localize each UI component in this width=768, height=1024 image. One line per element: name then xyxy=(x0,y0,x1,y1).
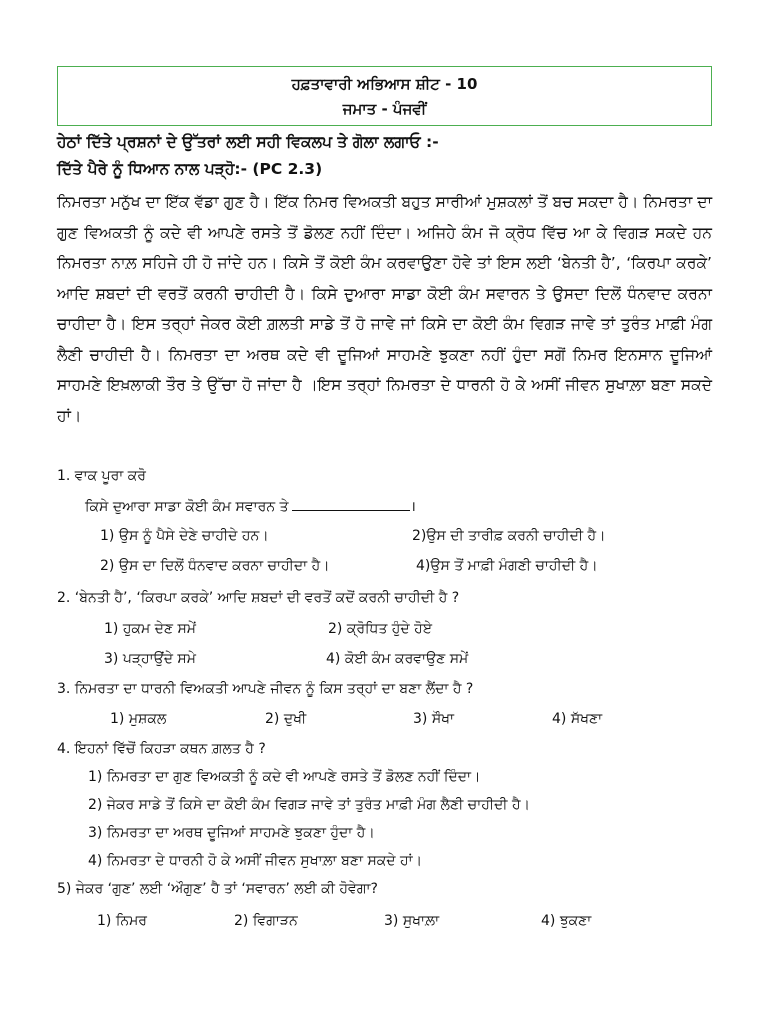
question-1-option-1[interactable]: 1) ਉਸ ਨੂੰ ਪੈਸੇ ਦੇਣੇ ਚਾਹੀਦੇ ਹਨ। xyxy=(100,528,269,544)
question-4-option-1[interactable]: 1) ਨਿਮਰਤਾ ਦਾ ਗੁਣ ਵਿਅਕਤੀ ਨੂੰ ਕਦੇ ਵੀ ਆਪਣੇ ਰਸਤੇ ਤੋਂ ਡੋਲਣ ਨਹੀਂ ਦਿੰਦਾ। xyxy=(88,769,481,785)
question-2-option-4[interactable]: 4) ਕੋਈ ਕੰਮ ਕਰਵਾਉਣ ਸਮੇਂ xyxy=(326,651,469,667)
question-3-option-4[interactable]: 4) ਸੱਖਣਾ xyxy=(552,711,603,727)
question-3-title: 3. ਨਿਮਰਤਾ ਦਾ ਧਾਰਨੀ ਵਿਅਕਤੀ ਆਪਣੇ ਜੀਵਨ ਨੂੰ ਕਿਸ ਤਰ੍ਹਾਂ ਦਾ ਬਣਾ ਲੈਂਦਾ ਹੈ ? xyxy=(57,681,474,697)
question-5-option-3[interactable]: 3) ਸੁਖਾਲ਼ਾ xyxy=(384,913,440,929)
question-2-option-2[interactable]: 2) ਕ੍ਰੋਧਿਤ ਹੁੰਦੇ ਹੋਏ xyxy=(328,621,433,637)
question-3-option-1[interactable]: 1) ਮੁਸ਼ਕਲ xyxy=(110,711,167,727)
question-3-option-2[interactable]: 2) ਦੁਖੀ xyxy=(265,711,307,727)
question-2-option-3[interactable]: 3) ਪੜ੍ਹਾਉਂਦੇ ਸਮੇ xyxy=(104,651,196,667)
passage-text: ਨਿਮਰਤਾ ਮਨੁੱਖ ਦਾ ਇੱਕ ਵੱਡਾ ਗੁਣ ਹੈ। ਇੱਕ ਨਿਮਰ ਵਿਅਕਤੀ ਬਹੁਤ ਸਾਰੀਆਂ ਮੁਸ਼ਕਲਾਂ ਤੋਂ ਬਚ ਸਕਦਾ ਹੈ। ਨਿਮਰਤਾ ਦਾ ਗੁਣ ਵਿਅਕਤੀ ਨੂੰ ਕਦੇ ਵੀ ਆਪਣੇ ਰਸਤੇ ਤੋਂ ਡੋਲਣ ਨਹੀਂ ਦਿੰਦਾ। ਅਜਿਹੇ ਕੰਮ ਜੋ ਕ੍ਰੋਧ ਵਿੱਚ ਆ ਕੇ ਵਿਗੜ ਸਕਦੇ ਹਨ ਨਿਮਰਤਾ ਨਾਲ਼ ਸਹਿਜੇ ਹੀ ਹੋ ਜਾਂਦੇ ਹਨ। ਕਿਸੇ ਤੋਂ ਕੋਈ ਕੰਮ ਕਰਵਾਉਣਾ ਹੋਵੇ ਤਾਂ ਇਸ ਲਈ ‘ਬੇਨਤੀ ਹੈ’, ‘ਕਿਰਪਾ ਕਰਕੇ’ ਆਦਿ ਸ਼ਬਦਾਂ ਦੀ ਵਰਤੋਂ ਕਰਨੀ ਚਾਹੀਦੀ ਹੈ। ਕਿਸੇ ਦੁਆਰਾ ਸਾਡਾ ਕੋਈ ਕੰਮ ਸਵਾਰਨ ਤੇ ਉਸਦਾ ਦਿਲੋਂ ਧੰਨਵਾਦ ਕਰਨਾ ਚਾਹੀਦਾ ਹੈ। ਇਸ ਤਰ੍ਹਾਂ ਜੇਕਰ ਕੋਈ ਗ਼ਲਤੀ ਸਾਡੇ ਤੋਂ ਹੋ ਜਾਵੇ ਜਾਂ ਕਿਸੇ ਦਾ ਕੋਈ ਕੰਮ ਵਿਗੜ ਜਾਵੇ ਤਾਂ ਤੁਰੰਤ ਮਾਫ਼ੀ ਮੰਗ ਲੈਣੀ ਚਾਹੀਦੀ ਹੈ। ਨਿਮਰਤਾ ਦਾ ਅਰਥ ਕਦੇ ਵੀ ਦੂਜਿਆਂ ਸਾਹਮਣੇ ਝੁਕਣਾ ਨਹੀਂ ਹੁੰਦਾ ਸਗੋਂ ਨਿਮਰ ਇਨਸਾਨ ਦੂਜਿਆਂ ਸਾਹਮਣੇ ਇਖ਼ਲਾਕੀ ਤੌਰ ਤੇ ਉੱਚਾ ਹੋ ਜਾਂਦਾ ਹੈ ।ਇਸ ਤਰ੍ਹਾਂ ਨਿਮਰਤਾ ਦੇ ਧਾਰਨੀ ਹੋ ਕੇ ਅਸੀਂ ਜੀਵਨ ਸੁਖਾਲ਼ਾ ਬਣਾ ਸਕਦੇ ਹਾਂ। xyxy=(57,193,712,425)
question-3-option-3[interactable]: 3) ਸੌਖਾ xyxy=(413,711,455,727)
question-1-stem xyxy=(85,497,416,516)
question-4-option-3[interactable]: 3) ਨਿਮਰਤਾ ਦਾ ਅਰਥ ਦੂਜਿਆਂ ਸਾਹਮਣੇ ਝੁਕਣਾ ਹੁੰਦਾ ਹੈ। xyxy=(88,825,375,841)
worksheet-title: ਹਫ਼ਤਾਵਾਰੀ ਅਭਿਆਸ ਸ਼ੀਟ - 10 xyxy=(291,75,478,93)
question-5-title: 5) ਜੇਕਰ ‘ਗੁਣ’ ਲਈ ‘ਔਗੁਣ’ ਹੈ ਤਾਂ ‘ਸਵਾਰਨ’ ਲਈ ਕੀ ਹੋਵੇਗਾ? xyxy=(57,881,378,897)
question-2-title: 2. ‘ਬੇਨਤੀ ਹੈ’, ‘ਕਿਰਪਾ ਕਰਕੇ’ ਆਦਿ ਸ਼ਬਦਾਂ ਦੀ ਵਰਤੋਂ ਕਦੋਂ ਕਰਨੀ ਚਾਹੀਦੀ ਹੈ ? xyxy=(57,590,460,606)
instruction-line: ਹੇਠਾਂ ਦਿੱਤੇ ਪ੍ਰਸ਼ਨਾਂ ਦੇ ਉੱਤਰਾਂ ਲਈ ਸਹੀ ਵਿਕਲਪ ਤੇ ਗੋਲਾ ਲਗਾਓ :- xyxy=(57,133,439,151)
question-5-option-2[interactable]: 2) ਵਿਗਾੜਨ xyxy=(234,913,298,929)
question-1-title: 1. ਵਾਕ ਪੂਰਾ ਕਰੋ xyxy=(57,468,146,484)
question-1-option-3[interactable]: 2) ਉਸ ਦਾ ਦਿਲੋਂ ਧੰਨਵਾਦ ਕਰਨਾ ਚਾਹੀਦਾ ਹੈ। xyxy=(100,558,330,574)
question-5-option-1[interactable]: 1) ਨਿਮਰ xyxy=(97,913,147,929)
read-passage-instruction: ਦਿੱਤੇ ਪੈਰੇ ਨੂੰ ਧਿਆਨ ਨਾਲ ਪੜ੍ਹੋ:- (PC 2.3) xyxy=(57,160,323,178)
question-5-option-4[interactable]: 4) ਝੁਕਣਾ xyxy=(541,913,592,929)
question-2-option-1[interactable]: 1) ਹੁਕਮ ਦੇਣ ਸਮੇਂ xyxy=(104,621,196,637)
question-4-title: 4. ਇਹਨਾਂ ਵਿੱਚੋਂ ਕਿਹੜਾ ਕਥਨ ਗ਼ਲਤ ਹੈ ? xyxy=(57,741,266,757)
question-1-option-4[interactable]: 4)ਉਸ ਤੋਂ ਮਾਫ਼ੀ ਮੰਗਣੀ ਚਾਹੀਦੀ ਹੈ। xyxy=(416,558,598,574)
question-4-option-2[interactable]: 2) ਜੇਕਰ ਸਾਡੇ ਤੋਂ ਕਿਸੇ ਦਾ ਕੋਈ ਕੰਮ ਵਿਗੜ ਜਾਵੇ ਤਾਂ ਤੁਰੰਤ ਮਾਫ਼ੀ ਮੰਗ ਲੈਣੀ ਚਾਹੀਦੀ ਹੈ। xyxy=(88,797,530,813)
answer-blank[interactable] xyxy=(292,497,410,511)
question-4-option-4[interactable]: 4) ਨਿਮਰਤਾ ਦੇ ਧਾਰਨੀ ਹੋ ਕੇ ਅਸੀਂ ਜੀਵਨ ਸੁਖਾਲ਼ਾ ਬਣਾ ਸਕਦੇ ਹਾਂ। xyxy=(88,853,423,869)
worksheet-header-box xyxy=(57,66,712,126)
question-1-stem-text: ਕਿਸੇ ਦੁਆਰਾ ਸਾਡਾ ਕੋਈ ਕੰਮ ਸਵਾਰਨ ਤੇ xyxy=(85,499,289,515)
question-1-stem-end: । xyxy=(410,499,416,515)
class-label: ਜਮਾਤ - ਪੰਜਵੀਂ xyxy=(342,100,427,118)
question-1-option-2[interactable]: 2)ਉਸ ਦੀ ਤਾਰੀਫ਼ ਕਰਨੀ ਚਾਹੀਦੀ ਹੈ। xyxy=(412,528,606,544)
